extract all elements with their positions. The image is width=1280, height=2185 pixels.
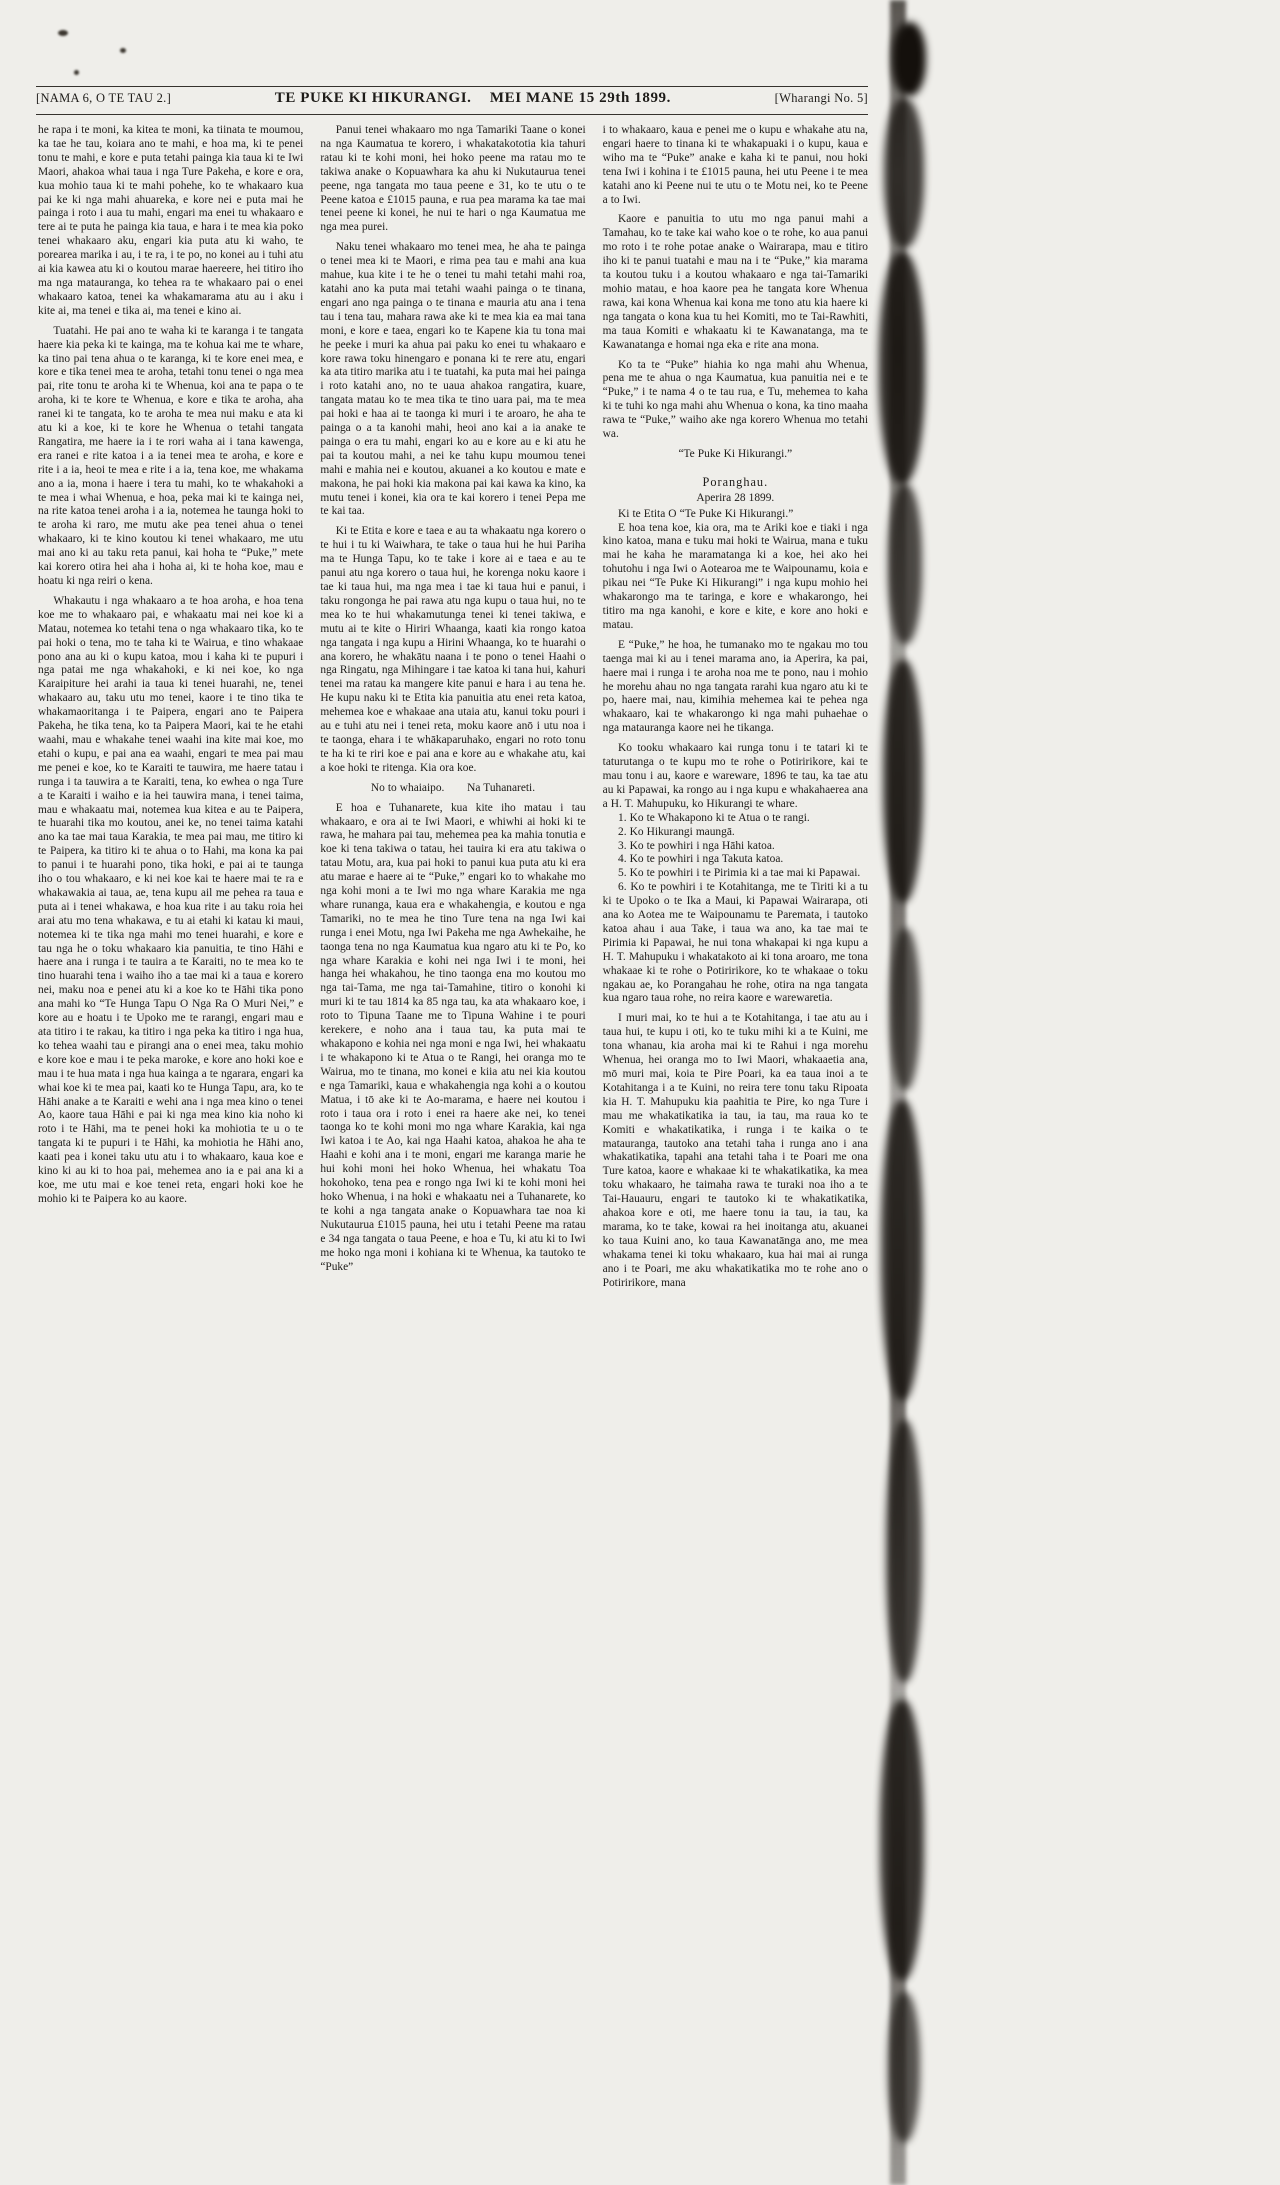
paragraph: E hoa tena koe, kia ora, ma te Ariki koe e tiaki i nga kino katoa, mana e tuku mai hoki te Wairua, mana e tuku mai he kaha he maramatanga ki a koe, hei ako hei tohutohu i nga Iwi o Aotearoa me te Waipounamu, koia e pikau nei “Te Puke Ki Hikurangi” i nga kupu mohio hei whakarongo ma te taringa, e kore e whakarongo, hei titiro ma nga kanohi, e kore e kite, e kore ano hoki e matau. xyxy=(602,521,868,631)
page-number-label: [Wharangi No. 5] xyxy=(774,91,868,105)
masthead-center xyxy=(275,90,671,107)
paragraph: he rapa i te moni, ka kitea te moni, ka tiinata te moumou, ka tae he tau, koiara ano te mahi, e hoa ma, ki te penei tonu te mahi, e kore e puta tetahi painga kia taua ki te Iwi Maori, ahakoa whai taua i nga Ture Pakeha, e kore e ora, kua mohio taua ki te mahi pohehe, ko te whakaaro kua pai ke ki nga mahi ahuareka, e kore nei e puta mai he painga i roto i aua tu mahi, engari ma enei tu whakaaro e tere ai te puta he painga kia taua, e hara i te mea kia poko tenei whakaaro aku, engari kia puta atu ki waho, te porearea marika i au, i te ra, i te po, no konei au i tuhi atu ai kia kawea atu ki o koutou marae haereere, hei titiro iho ma nga matauranga, ko tehea ra te whakaaro pai o enei whakaaro katoa, tenei ka whakamarama atu au i aku i kite ai, ma tenei e tika ai, ma tenei e kino ai. xyxy=(38,124,304,317)
paragraph: E “Puke,” he hoa, he tumanako mo te ngakau mo tou taenga mai ki au i tenei marama ano, ia Aperira, ka pai, haere mai i runga i te aroha noa me te pono, nau i mohio he morehu ahau no nga tangata rarahi kua ngaro atu ki te po, haere mai, nau, kimihia mehemea kai te pehea nga whakaaro, kai te whakarongo ki nga mahi puhaehae o nga matauranga kaore nei he tikanga. xyxy=(602,638,868,735)
paragraph: Whakautu i nga whakaaro a te hoa aroha, e hoa tena koe me to whakaaro pai, e whakaatu mai nei koe ki a Matau, notemea ko tetahi tena o nga whakaaro tika, ko te pai hoki o tena, mo te taha ki te Wairua, e tino whakaae pono ana au ki o kupu katoa, mou i kaha ki te pupuri i nga patai me nga whakahoki, e ki nei koe, ko nga Karaipiture hei arahi ia taua ki tenei huarahi, ne, tenei whakaaro au, taku utu mo tenei, kaore i te tino tika te whakamaoritanga i te Paipera, engari ano te Paipera Pakeha, he tika tena, ko ta Paipera Maori, kai te he etahi waahi, mau e whakahe tenei waahi ina kite mai koe, mo etahi o kupu, e pai ana ea waahi, engari te mea pai mau me penei e koe, ko te Karaiti te tauwira, me haere tatau i runga i ta tauwira a te Karaiti, tena, ko ewhea o nga Ture a te Karaiti i waiho e ia hei tauwira mana, i tenei taima, mau e whakaatu mai, notemea kua kitea e au te Paipera, te huarahi tika mo koutou, anei ke, no tenei taima katahi ano ka tae mai taua Karakia, te mea pai mau, me titiro ki te Paipera, ka titiro ki te ahua o to Hahi, ma kona ka pai to panui i te huarahi pono, tika hoki, e pai ai te taunga iho o tou whakaaro, e ki nei koe kai te haere mai te ra e whakawakia ai taua, ae, tena kupu ail me pehea ra taua e puta ai i tenei whakawa, e hoa kua rite i au taku roia hei arai atu mo tena whakawa, e tu ai etahi ki katau ki maui, notemea ki te tika nga mahi mo tenei huarahi, e kore e tau nga he o toku whakaaro kia panuitia, te tino Hāhi e haere ana i runga i te tauira a te Karaiti, no te mea ko te tino huarahi tena i waiho iho a tae mai ki a taua e korero nei, maku noa e penei atu ki a koe ko te Hāhi tika pono ana mahi ko “Te Hunga Tapu O Nga Ra O Muri Nei,” e kore au e hoatu i te Upoko me te rarangi, engari mau e ata titiro i te rakau, ka titiro i nga peka ka titiro i nga hua, ko tehea waahi tau e pirangi ana o enei mea, taku mohio e kore koe e mau i te peka maroke, e kore ano hoki koe e mau i te hua mata i nga hua kainga a te ngarara, engari ka whai koe ki te mea pai, kaati ko te Hunga Tapu, ara, ko te Hāhi anake a te Karaiti e wehi ana i nga mea kino o tenei Ao, kaore taua Hāhi e pai ki nga mea kino kia noho ki roto i te Hāhi, ma te penei hoki ka mohiotia te u o te tangata ki te pupuri i te Hāhi, ka mohiotia he Hāhi ano, kaati pea i konei taku utu atu i to whakaaro, kaua koe e kino ki au ki to hoa pai, mehemea ano ia e pai ana ki a koe, me utu mai e koe tenei reta, engari hoki koe he mohio ki te Paipera ko au kaore. xyxy=(38,594,304,1205)
paragraph: Naku tenei whakaaro mo tenei mea, he aha te painga o tenei mea ki te Maori, e rima pea tau e mahi ana kua mahue, kua kite i te he o tenei tu mahi tetahi mahi roa, katahi ano ka puta mai tetahi waahi painga o te tinana, engari ano nga painga o te tinana e mauria atu ana i tena tau i tena tau, mahara rawa ake ki te mea kia ea mai tana moni, e kore e taea, engari ko te Kapene kia tu tona mai he peeke i muri ka ahua pai paku ko enei tu whakaaro e kore rawa toku hinengaro e ponana ki te rere atu, engari ka ata titiro marika atu i te tuatahi, ka puta mai hei painga i roto katahi ano, no te uaua ahakoa rangatira, kuare, tangata matau ko te mea tika te tino uara pai, ma te mea pai hoki e haa ai te taonga ki muri i te aroaro, he aha te painga o a ta kanohi mahi, heoi ano kai a ia anake te painga o era tu mahi, engari ko au e kore au e ki atu he pai ta koutou mahi, a nei ke tahu kupu moumou tenei mahi e mahia nei e koutou, akuanei a ko koutou e mate e makona, he pai hoki kia makona pai kai kawa ka kino, ka mutu tenei i konei, kia ora te kai korero i tenei Pepa me te kai taa. xyxy=(320,241,586,518)
paragraph: 1. Ko te Whakapono ki te Atua o te rangi. xyxy=(618,811,810,824)
scan-artifact xyxy=(886,1420,922,1682)
column-2 xyxy=(320,124,585,1291)
paragraph: E hoa e Tuhanarete, kua kite iho matau i tau whakaaro, e ora ai te Iwi Maori, e whiwhi ai hoki ki te rawa, he mahara pai tau, mehemea pea ka mahia tonutia e koe ki tena takiwa o tatau, hei tauira ki era atu takiwa o tatau Motu, ara, kua pai hoki to panui kua puta atu ki era atu marae e haere ai te “Puke,” engari ko to whakahe mo nga kohi moni a te Iwi mo nga whare Karakia me nga whare runanga, kaua era e whakahengia, e koutou e nga Tamariki, no te mea he tino Ture tena na nga Iwi kai runga i enei Motu, nga Iwi Pakeha me nga Awhekaihe, he taonga tena no nga Kaumatua kua ngaro atu ki te Po, ko nga whare Karakia e kohi nei nga Iwi i te moni, hei hanga hei whakahou, he tino taonga ena mo koutou mo nga tai-Tama, me nga tai-Tamahine, titiro o konohi ki muri ki te tau 1814 ka 85 nga tau, ka ata whakaaro koe, i roto to Tipuna Taane me to Tipuna Wahine i te pouri kerekere, e noho ana i taua tau, ka puta mai te whakapono e kohia nei nga moni e nga Iwi, hei whakaatu i te whakapono ki te Atua o te Rangi, hei oranga mo te Wairua, mo te tinana, mo konei e kiia atu nei kia koutou e nga Tamariki, kaua e whakahengia nga kohi a o koutou Matua, i tō ake ki te Ao-marama, e haere nei koutou i roto i taua ora i roto i enei ra haere ake nei, ko tenei taonga ko te kohi moni mo nga whare Karakia, kai nga Iwi katoa i te Ao, kai nga Haahi katoa, ahakoa he aha te Haahi e kohi ana i te moni, engari me karanga marie he hui kohi moni hei hoko Whenua, hei whakatu Toa hokohoko, tena pea e rongo nga Iwi ki te kohi moni hei hoko Whenua, i na hoki e whakaatu nei a Tuhanarete, ko te kohi a nga tangata anake o Kopuawhara tae noa ki Nukutaurua £1015 pauna, hei utu i tetahi Peene ma ratau e 34 nga tangata o taua Peene, e hoa e Tu, ki atu ki to Iwi me hoko nga moni i kohiana ki te Whenua, ka tautoko te “Puke” xyxy=(320,801,586,1273)
paragraph: Ki te Etita O “Te Puke Ki Hikurangi.” xyxy=(618,507,794,520)
column-1 xyxy=(38,124,303,1291)
paragraph: I muri mai, ko te hui a te Kotahitanga, i tae atu au i taua hui, te kupu i oti, ko te tuku mihi ki a te Kuini, me tona whanau, kia aroha mai ki te Rahui i nga morehu Whenua, hei oranga mo to Iwi Maori, whakaaetia ana, mō muri mai, koia te Pire Poari, ka ea taua inoi a te Kotahitanga i a te Kuini, no reira tere tonu taku Ripoata kia H. T. Mahupuku kia paahitia te Pire, ko nga Ture i mau me whakatikatika ia tau, ia tau, ma raua ko te Komiti e whakatikatika, i runga i te kaika o te matauranga, tautoko ana tetahi taha i runga ano i ana whakatikatika, tapahi ana tetahi taha i te Poari me ona Ture katoa, kaore e whakaae ki te whakatikatika, ka mea toku whakaaro, he taimaha rawa te turaki noa iho a te Tai-Hauauru, engari te tautoko ki te whakatikatika, ahakoa kore e oti, me haere tonu ia tau, ia tau, ka marama, ko te take, kowai ra hei inoitanga atu, akuanei ko taua Kuini ano, ko taua Kawanatānga ano, me mea whakama tenei ki toku whakaaro, kua hai mai ai runga ano i te Poari, me aku whakatikatika mo te rohe ano o Potiririkore, mana xyxy=(602,1012,868,1289)
scan-speck xyxy=(74,70,79,75)
scan-artifact xyxy=(880,1700,924,1980)
masthead xyxy=(36,90,868,107)
paragraph: 2. Ko Hikurangi maungā. xyxy=(618,825,735,838)
paragraph: No to whaiaipo. Na Tuhanareti. xyxy=(370,781,536,794)
paragraph: Ki te Etita e kore e taea e au ta whakaatu nga korero o te hui i tu ki Waiwhara, te take o taua hui he hui Pariha ma te Hunga Tapu, ko te take i kore ai e taea e au te panui atu nga korero o taua hui, he korenga noku kaore i tae ki taua hui, ma nga mea i tae ki taua hui e panui, i taku rongonga he pai rawa atu nga kupu o taua hui, no te mea ko te hui whakamutunga tenei ki tenei takiwa, e mutu ai te kite o Hiriri Whaanga, kaati kia rongo katoa nga tangata i nga kupu a Hirini Whaanga, ko te huarahi o ana korero, he whakātu naana i te pono o tenei Haahi o nga Ringatu, nga Mihingare i tae katoa ki tana hui, kahuri tenei ma ratau ka mangere kite panui e hara i au tena he. He kupu naku ki te Etita kia panuitia atu enei reta katoa, mehemea koe e whakaae ana utaia atu, kanui toku pouri i au e tuhi atu nei i tenei reta, moku kaore anō i utu noa i te taonga, ehara i te whākaparuhako, engari no roto tonu te ha ki te riri koe e pai ana e kore au e whakahe atu, kai a koe hoki te ritenga. Kia ora koe. xyxy=(320,525,586,774)
issue-label: [NAMA 6, O TE TAU 2.] xyxy=(36,91,172,105)
paper-title-signoff: “Te Puke Ki Hikurangi.” xyxy=(678,447,793,460)
paragraph: 5. Ko te powhiri i te Pirimia ki a tae mai ki Papawai. xyxy=(618,867,861,880)
paragraph: Panui tenei whakaaro mo nga Tamariki Taane o konei na nga Kaumatua te korero, i whakatakototia kia tahuri ratau ki te kohi moni, hei hoko peene ma ratau mo te takiwa anake o Kopuawhara ka ahu ki Nukutaurua tenei peene, nga tangata mo taua peene e 31, ko te utu o te Peene katoa e £1015 pauna, e rua pea marama ka tae mai tenei peene ki konei, he nui te hari o nga Kaumatua me nga mea purei. xyxy=(320,124,586,234)
paper-date: MEI MANE 15 29th 1899. xyxy=(489,90,671,106)
paragraph: 6. Ko te powhiri i te Kotahitanga, me te Tiriti ki a tu ki te Upoko o te Ika a Maui, ki Papawai Wairarapa, oti ana ko Aotea me te Waipounamu te Paremata, i tautoko katoa ahau i aua Take, i taua wa ano, ka tae mai te Pirimia ki Papawai, he nui tona whakapai ki nga kupu a H. T. Mahupuku i whakatakoto ai ki tona aroaro, me tona whakaae ki te rohe o Potiririkore, ko te whakaae o toku ngakau ae, ko Porangahau he rohe, otira na nga tangata kua ngaro taua rohe, no reira kaore e warewaretia. xyxy=(602,881,868,1005)
scan-artifact xyxy=(883,660,923,902)
scan-artifact xyxy=(881,1100,923,1400)
paragraph: Kaore e panuitia to utu mo nga panui mahi a Tamahau, ko te take kai waho koe o te rohe, ko aua panui mo roto i te rohe potae anake o Wairarapa, mau e titiro iho ki te panui tuatahi e mau na i te “Puke,” kia marama ta koutou tuku i a koutou whakaaro e nga tai-Tamariki mohio matau, e hoa kaore pea he tangata kore Whenua rawa, kai kona Whenua kai kona me tono atu kia haere ki nga tangata o kona kua tu hei Komiti, mo te Tai-Rawhiti, ma taua Komiti e whakaatu ki te Kawanatanga, ma te Kawanatanga e homai nga eka e rite ana mona. xyxy=(602,213,868,351)
section-heading-porangahau: Poranghau. xyxy=(702,474,769,489)
scan-artifact xyxy=(890,928,920,1090)
article-columns xyxy=(38,124,868,1291)
scan-artifact xyxy=(888,484,922,644)
header-rule-bottom xyxy=(36,114,868,115)
column-3 xyxy=(603,124,868,1291)
scan-speck xyxy=(58,30,68,36)
scan-artifact xyxy=(888,1992,920,2142)
paragraph: Tuatahi. He pai ano te waha ki te karanga i te tangata haere kia peka ki te kainga, ma te kohua kai me te whare, ka tino pai tena ahua o te karanga, ki te kore enei mea, e kore e tika tenei mea te aroha, tetahi tonu tenei o nga mea pai, rite tonu te aroha ki te Whenua, koi ana te papa o te aroha, ki te kore te Whenua, e kore e tika te aroha, aha ranei ki te tangata, ko te aroha te mea nui maku e ata ki atu ki a koe, ki te kore he Whenua o tetahi tangata Rangatira, me haere ia i te rori waha ai i tana kawenga, era ranei e rite katoa i a ia tenei mea te aroha, e kore e rite i a ia, heoi te mea e rite i a ia, tena koe, me whakama ano a ia, mona i haere i tera tu mahi, ko te whakahoki a te mea i whai Whenua, e hoa, peka mai ki te kainga nei, na rite katoa tenei aroha i a ia, notemea he taunga hoki to te aroha ki raro, me mutu ake pea tenei ahua o tenei whakaaro, ki te kino koutou ki tenei whakaaro, me utu mai ano ki au taku reta panui, kai hoha te “Puke,” mete kai korero otira hei aha i hoha ai, ki te hoha koe, mau e hoatu ki nga reiri o kena. xyxy=(38,324,304,587)
paragraph: 3. Ko te powhiri i nga Hāhi katoa. xyxy=(618,839,775,852)
scan-artifact xyxy=(892,22,926,96)
scan-speck xyxy=(120,48,126,53)
paragraph: i to whakaaro, kaua e penei me o kupu e whakahe atu na, engari haere to tinana ki te whakapuaki i o kupu, kaua e wiho ma te “Puke” anake e kaha ki te panui, nou hoki tena Iwi i kohina i te £1015 pauna, hei utu Peene i te mea katahi ano ki Peene nui te utu o te Motu nei, ko te Peene a to Iwi. xyxy=(602,124,868,206)
scan-artifact xyxy=(879,252,925,484)
paragraph: Ko ta te “Puke” hiahia ko nga mahi ahu Whenua, pena me te ahua o nga Kaumatua, kua panuitia nei e te “Puke,” i te nama 4 o te tau rua, e Tu, mehemea to kaha ki te tuhi ko nga mahi ahu Whenua o kona, ka tino maaha rawa te “Puke,” waiho ake nga korero Whenua mo tetahi wa. xyxy=(602,358,868,441)
section-dateline: Aperira 28 1899. xyxy=(696,491,775,504)
paragraph: Ko tooku whakaaro kai runga tonu i te tatari ki te taturutanga o te kupu mo te rohe o Potiririkore, kai te mau tonu i au, kaore e wareware, 1896 te tau, ka tae atu au ki Papawai, ka rongo au i nga kupu e whakahaerea ana a H. T. Mahupuku, ko Hikurangi te whare. xyxy=(602,742,868,810)
scan-artifact xyxy=(884,98,924,248)
paper-title: TE PUKE KI HIKURANGI. xyxy=(274,90,472,106)
paragraph: 4. Ko te powhiri i nga Takuta katoa. xyxy=(618,853,784,866)
header-rule-top xyxy=(36,86,868,87)
